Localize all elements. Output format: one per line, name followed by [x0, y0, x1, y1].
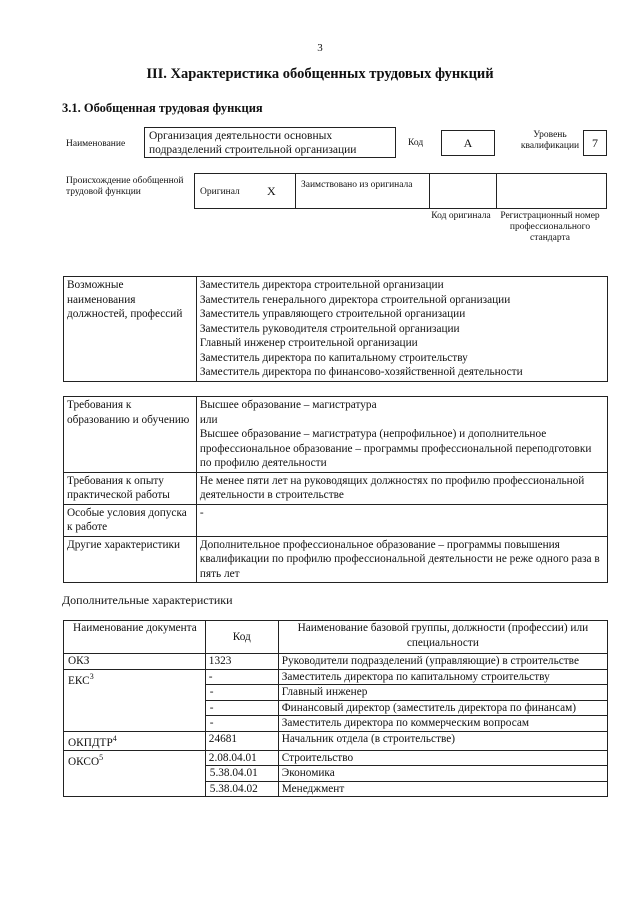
code-cell: -: [205, 685, 278, 701]
level-box: [583, 130, 607, 156]
requirement-line: или: [199, 413, 218, 426]
table-row: [64, 669, 608, 685]
code-cell: -: [205, 669, 278, 685]
requirement-value: Дополнительное профессиональное образование – программы повышения квалификации по профилю профессиональной деятельности не реже одного раза в пять лет: [196, 536, 607, 583]
code-label: Код: [408, 138, 424, 148]
list-item: Главный инженер строительной организации: [199, 337, 418, 349]
name-cell: Заместитель директора по капитальному строительству: [278, 669, 607, 685]
additional-table: [63, 620, 608, 797]
code-cell: 2.08.04.01: [205, 750, 278, 766]
code-cell: -: [205, 716, 278, 732]
list-item: Заместитель руководителя строительной организации: [199, 322, 460, 335]
doc-okso: ОКСО$^5$: [64, 750, 206, 797]
name-cell: Главный инженер: [278, 685, 607, 701]
table-row: [64, 504, 608, 536]
origin-label: Происхождение обобщенной трудовой функции: [66, 176, 184, 197]
original-mark: X: [267, 184, 276, 198]
positions-table: [63, 276, 608, 382]
code-original-label: Код оригинала: [431, 211, 491, 221]
list-item: Заместитель директора строительной организации: [199, 279, 444, 291]
header-name: Наименование базовой группы, должности (профессии) или специальности: [278, 621, 607, 654]
code-box: [441, 130, 495, 156]
list-item: Заместитель директора по финансово-хозяйственной деятельности: [199, 366, 523, 378]
table-row: [64, 397, 608, 473]
table-row: [64, 472, 608, 504]
positions-label: Возможные наименования должностей, профессий: [64, 277, 197, 382]
name-cell: Заместитель директора по коммерческим вопросам: [278, 716, 607, 732]
list-item: Заместитель директора по капитальному строительству: [199, 351, 468, 364]
additional-title: Дополнительные характеристики: [62, 593, 233, 607]
code-cell: 24681: [205, 731, 278, 750]
header-code: Код: [205, 621, 278, 654]
code-cell: -: [205, 700, 278, 716]
section-title: III. Характеристика обобщенных трудовых функций: [146, 66, 494, 82]
requirement-value: -: [196, 504, 607, 536]
doc-eks: ЕКС$^3$: [64, 669, 206, 731]
doc-okz: ОКЗ: [64, 654, 206, 670]
table-row: [64, 750, 608, 766]
code-cell: 5.38.04.01: [205, 766, 278, 782]
level-label: Уровень квалификации: [520, 130, 580, 151]
name-cell: Начальник отдела (в строительстве): [278, 731, 607, 750]
page-number: 3: [317, 42, 323, 54]
requirement-label: Требования к опыту практической работы: [64, 472, 197, 504]
name-cell: Руководители подразделений (управляющие) в строительстве: [278, 654, 607, 670]
code-value: A: [463, 136, 473, 150]
table-header-row: [64, 621, 608, 654]
name-cell: Менеджмент: [278, 781, 607, 797]
requirement-label: Особые условия допуска к работе: [64, 504, 197, 536]
requirement-line: Высшее образование – магистратура: [199, 399, 377, 411]
name-label: Наименование: [66, 139, 126, 149]
name-cell: Финансовый директор (заместитель директора по финансам): [278, 700, 607, 716]
requirement-line: Высшее образование – магистратура (непрофильное) и дополнительное профессиональное образование – программы профессиональной переподготовки по профилю деятельности: [199, 428, 592, 469]
header-document: Наименование документа: [64, 621, 206, 654]
code-cell: 5.38.04.02: [205, 781, 278, 797]
table-row: [64, 654, 608, 670]
reg-number-label: Регистрационный номер профессионального стандарта: [500, 211, 600, 243]
positions-list: [196, 277, 607, 382]
level-value: 7: [592, 136, 598, 150]
code-cell: 1323: [205, 654, 278, 670]
requirement-label: Другие характеристики: [64, 536, 197, 583]
table-row: [64, 731, 608, 750]
requirement-value: Не менее пяти лет на руководящих должностях по профилю профессиональной деятельности в строительстве: [196, 472, 607, 504]
origin-box: [194, 173, 607, 209]
requirement-label: Требования к образованию и обучению: [64, 397, 197, 473]
requirement-value: [196, 397, 607, 473]
borrowed-label: Заимствовано из оригинала: [301, 180, 413, 190]
list-item: Заместитель генерального директора строительной организации: [199, 293, 511, 306]
name-box: [144, 127, 396, 158]
list-item: Заместитель управляющего строительной организации: [199, 308, 466, 320]
table-row: [64, 536, 608, 583]
original-label: Оригинал: [200, 187, 240, 197]
doc-okpdtr: ОКПДТР$^4$: [64, 731, 206, 750]
requirements-table: [63, 396, 608, 583]
name-cell: Экономика: [278, 766, 607, 782]
name-cell: Строительство: [278, 750, 607, 766]
subsection-title: 3.1. Обобщенная трудовая функция: [62, 101, 263, 115]
name-value: Организация деятельности основных подразделений строительной организации: [149, 130, 357, 156]
